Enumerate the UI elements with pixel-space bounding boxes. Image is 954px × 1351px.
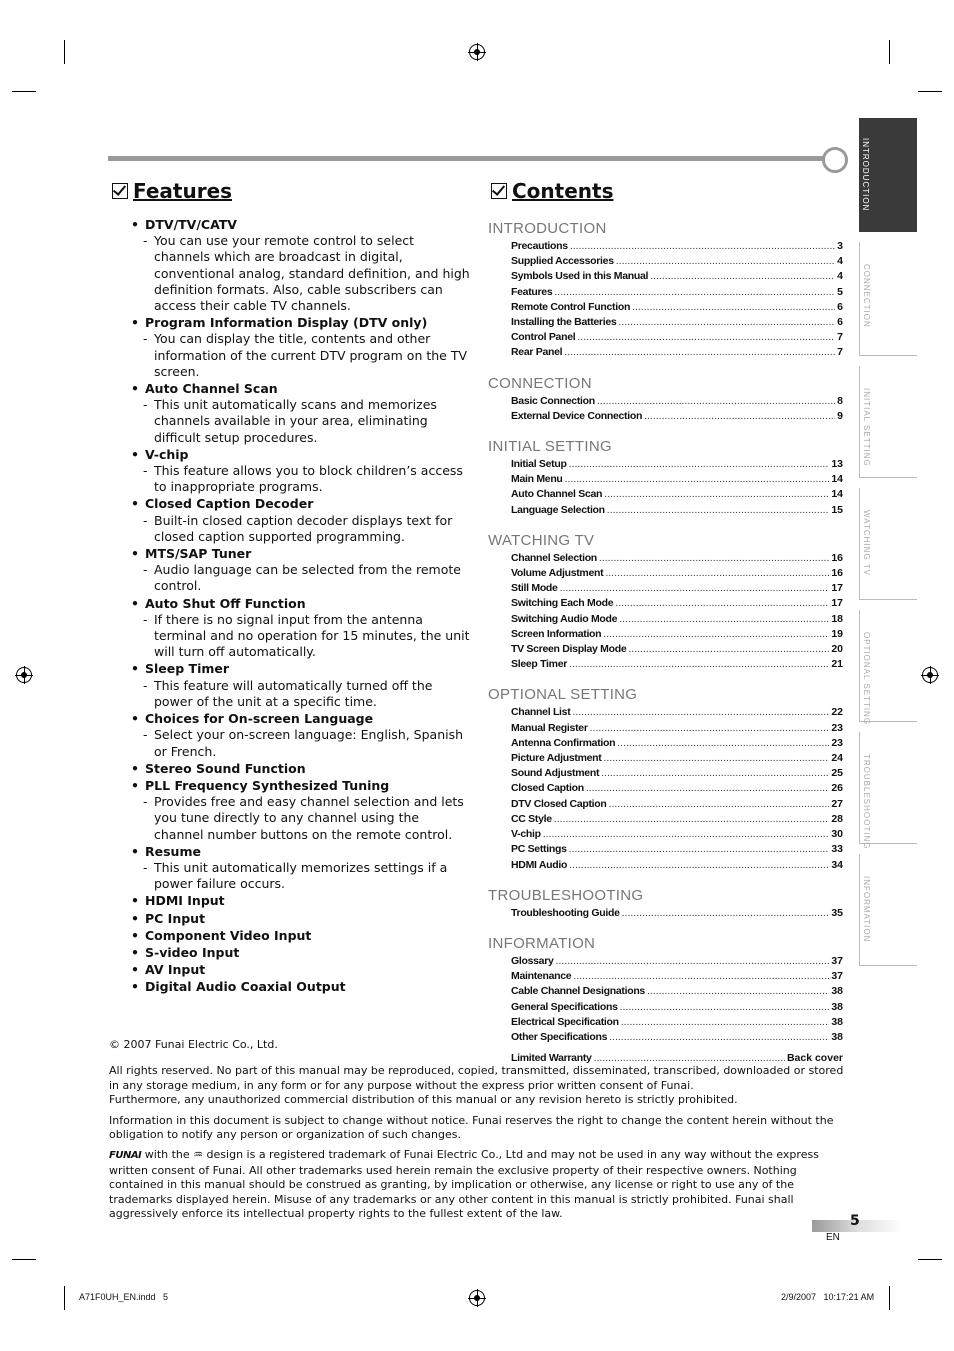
contents-entry[interactable] <box>488 812 843 827</box>
crop-mark <box>12 1259 36 1260</box>
entry-page: 17 <box>831 597 843 610</box>
feature-item <box>131 496 471 545</box>
dot-leader <box>607 503 830 518</box>
contents-section-heading: INITIAL SETTING <box>488 438 612 456</box>
entry-name: Glossary <box>511 954 554 967</box>
tab-watching-tv[interactable] <box>859 488 917 600</box>
feature-item <box>131 962 471 978</box>
entry-page: 28 <box>831 812 843 825</box>
contents-section-heading: WATCHING TV <box>488 531 595 549</box>
entry-page: 34 <box>831 858 843 871</box>
entry-name: Remote Control Function <box>511 300 631 313</box>
contents-section-heading: OPTIONAL SETTING <box>488 686 638 704</box>
entry-name: Initial Setup <box>511 458 567 471</box>
tab-label: CONNECTION <box>862 264 871 328</box>
contents-entry[interactable] <box>488 269 843 284</box>
feature-title: • HDMI Input <box>131 893 471 909</box>
tab-label: INITIAL SETTING <box>862 388 871 467</box>
contents-section-heading: INFORMATION <box>488 934 596 952</box>
entry-page: 38 <box>831 1000 843 1013</box>
features-heading: Features <box>112 179 232 203</box>
entry-name: General Specifications <box>511 1000 618 1013</box>
dot-leader <box>603 751 829 766</box>
entry-name: Maintenance <box>511 970 572 983</box>
entry-name: Auto Channel Scan <box>511 488 603 501</box>
entry-page: 26 <box>831 782 843 795</box>
entry-name: Sound Adjustment <box>511 767 600 780</box>
entry-page: 18 <box>831 612 843 625</box>
checkbox-icon <box>112 183 128 199</box>
contents-section-heading: TROUBLESHOOTING <box>488 886 644 904</box>
dot-leader <box>569 842 830 857</box>
contents-entry[interactable] <box>488 566 843 581</box>
feature-title: • AV Input <box>131 962 471 978</box>
contents-entry[interactable] <box>488 285 843 300</box>
checkbox-icon <box>491 183 507 199</box>
entry-name: Main Menu <box>511 473 563 486</box>
language-code: EN <box>826 1232 840 1243</box>
entry-page: 14 <box>831 473 843 486</box>
feature-description: - If there is no signal input from the antenna terminal and no operation for 15 minutes, the unit will turn off automatically. <box>131 612 471 661</box>
contents-entry[interactable] <box>488 472 843 487</box>
feature-item <box>131 596 471 661</box>
entry-name: Picture Adjustment <box>511 752 602 765</box>
contents-entry[interactable] <box>488 612 843 627</box>
feature-item <box>131 711 471 760</box>
dot-leader <box>556 954 830 969</box>
dot-leader <box>604 487 829 502</box>
dot-leader <box>603 627 829 642</box>
contents-entry[interactable] <box>488 596 843 611</box>
page-number: 5 <box>850 1213 860 1229</box>
entry-name: Precautions <box>511 240 568 252</box>
feature-description: - This unit automatically memorizes settings if a power failure occurs. <box>131 860 471 892</box>
contents-entry[interactable] <box>488 736 843 751</box>
entry-page: 15 <box>831 503 843 516</box>
entry-page: 37 <box>831 970 843 983</box>
entry-page: 4 <box>837 255 843 268</box>
feature-item <box>131 546 471 595</box>
feature-description: - You can use your remote control to select channels which are broadcast in digital, conventional analog, standard definition, and high definition formats. Also, cable subscribers can access their cable TV channels. <box>131 233 471 314</box>
contents-entry[interactable] <box>488 954 843 969</box>
feature-title: • Closed Caption Decoder <box>131 496 471 512</box>
contents-entry[interactable] <box>488 705 843 720</box>
feature-item <box>131 217 471 314</box>
dot-leader <box>615 596 829 611</box>
feature-item <box>131 844 471 893</box>
contents-entry[interactable] <box>488 642 843 657</box>
dot-leader <box>650 269 835 284</box>
feature-title: • Sleep Timer <box>131 661 471 677</box>
feature-title: • PLL Frequency Synthesized Tuning <box>131 778 471 794</box>
entry-page: 4 <box>837 270 843 283</box>
registration-mark-icon <box>16 667 32 683</box>
feature-item <box>131 911 471 927</box>
entry-name: Control Panel <box>511 331 576 344</box>
file-name: A71F0UH_EN.indd 5 <box>79 1292 169 1302</box>
feature-item <box>131 315 471 380</box>
dot-leader <box>617 736 829 751</box>
feature-item <box>131 381 471 446</box>
entry-name: Channel Selection <box>511 551 597 564</box>
contents-entry[interactable] <box>488 858 843 873</box>
feature-title: • V-chip <box>131 447 471 463</box>
entry-page: 5 <box>837 285 843 298</box>
contents-entry[interactable] <box>488 969 843 984</box>
dot-leader <box>590 721 830 736</box>
entry-name: Electrical Specification <box>511 1015 619 1028</box>
contents-entry[interactable] <box>488 827 843 842</box>
registration-mark-icon <box>469 44 485 60</box>
dot-leader <box>569 657 829 672</box>
tab-optional-setting[interactable] <box>859 610 917 726</box>
entry-name: Screen Information <box>511 627 602 640</box>
dot-leader <box>621 1015 830 1030</box>
legal-paragraph: Information in this document is subject to change without notice. Funai reserves the right to change the content herein without the obligation to notify any person or organization of such changes. <box>109 1113 834 1142</box>
entry-page: 9 <box>837 409 843 422</box>
dot-leader <box>605 566 829 581</box>
contents-entry[interactable] <box>488 254 843 269</box>
entry-name: External Device Connection <box>511 409 643 422</box>
entry-page: 27 <box>831 797 843 810</box>
dot-leader <box>628 642 829 657</box>
contents-entry[interactable] <box>488 345 843 360</box>
dot-leader <box>543 827 830 842</box>
contents-entry[interactable] <box>488 409 843 424</box>
feature-description: - Audio language can be selected from the remote control. <box>131 562 471 594</box>
contents-heading: Contents <box>491 179 613 203</box>
funai-logo: FUNAI <box>109 1150 142 1162</box>
dot-leader <box>554 812 830 827</box>
entry-name: Supplied Accessories <box>511 255 614 268</box>
feature-item <box>131 928 471 944</box>
contents-entry[interactable] <box>488 842 843 857</box>
crop-mark <box>12 91 36 92</box>
dot-leader <box>572 705 829 720</box>
entry-page: 37 <box>831 954 843 967</box>
entry-page: 20 <box>831 643 843 656</box>
feature-title: • Digital Audio Coaxial Output <box>131 979 471 995</box>
feature-title: • Auto Shut Off Function <box>131 596 471 612</box>
contents-entry[interactable] <box>488 239 843 254</box>
table-of-contents <box>488 220 843 1066</box>
contents-entry[interactable] <box>488 394 843 409</box>
tab-label: WATCHING TV <box>862 510 871 576</box>
funai-swoosh-icon: ♒ <box>193 1148 204 1162</box>
crop-mark <box>64 1286 65 1310</box>
feature-title: • Program Information Display (DTV only) <box>131 315 471 331</box>
dot-leader <box>609 797 830 812</box>
entry-page: 21 <box>831 658 843 671</box>
feature-description: - This feature allows you to block children’s access to inappropriate programs. <box>131 463 471 495</box>
crop-mark <box>889 40 890 64</box>
contents-section-heading: INTRODUCTION <box>488 220 607 237</box>
entry-page: Back cover <box>786 1052 843 1065</box>
feature-title: • Choices for On-screen Language <box>131 711 471 727</box>
feature-description: - Provides free and easy channel selection and lets you tune directly to any channel using the channel number buttons on the remote control. <box>131 794 471 843</box>
entry-page: 14 <box>831 488 843 501</box>
feature-title: • Stereo Sound Function <box>131 761 471 777</box>
crop-mark <box>918 1259 942 1260</box>
entry-name: Installing the Batteries <box>511 316 617 329</box>
features-list <box>131 217 471 997</box>
dot-leader <box>560 581 830 596</box>
feature-item <box>131 761 471 777</box>
entry-name: Basic Connection <box>511 394 595 407</box>
header-rule-end-circle <box>822 147 848 173</box>
entry-name: Features <box>511 285 553 298</box>
feature-description: - This feature will automatically turned off the power of the unit at a specific time. <box>131 678 471 710</box>
tab-label: INFORMATION <box>862 876 871 943</box>
dot-leader <box>620 1000 830 1015</box>
entry-page: 13 <box>831 458 843 471</box>
entry-page: 22 <box>831 706 843 719</box>
entry-name: Switching Audio Mode <box>511 612 618 625</box>
entry-page: 30 <box>831 828 843 841</box>
entry-page: 6 <box>837 316 843 329</box>
contents-entry[interactable] <box>488 487 843 502</box>
dot-leader <box>601 766 829 781</box>
entry-name: Symbols Used in this Manual <box>511 270 649 283</box>
tab-introduction[interactable] <box>859 118 917 232</box>
feature-description: - You can display the title, contents and other information of the current DTV program on the TV screen. <box>131 331 471 380</box>
entry-page: 6 <box>837 300 843 313</box>
contents-entry[interactable] <box>488 457 843 472</box>
contents-entry[interactable] <box>488 984 843 999</box>
dot-leader <box>570 239 835 254</box>
entry-name: CC Style <box>511 812 552 825</box>
entry-page: 17 <box>831 582 843 595</box>
feature-item <box>131 661 471 710</box>
dot-leader <box>569 858 829 873</box>
contents-entry[interactable] <box>488 300 843 315</box>
dot-leader <box>616 254 835 269</box>
dot-leader <box>597 394 835 409</box>
dot-leader <box>599 551 829 566</box>
entry-name: Manual Register <box>511 721 588 734</box>
registration-mark-icon <box>922 667 938 683</box>
contents-entry[interactable] <box>488 751 843 766</box>
feature-title: • Auto Channel Scan <box>131 381 471 397</box>
entry-page: 19 <box>831 627 843 640</box>
tab-initial-setting[interactable] <box>859 366 917 478</box>
entry-name: Still Mode <box>511 582 558 595</box>
tab-troubleshooting[interactable] <box>859 732 917 850</box>
feature-item <box>131 893 471 909</box>
feature-title: • S-video Input <box>131 945 471 961</box>
contents-section-heading: CONNECTION <box>488 374 592 392</box>
entry-name: Volume Adjustment <box>511 567 604 580</box>
entry-name: Other Specifications <box>511 1030 608 1043</box>
entry-name: V-chip <box>511 828 541 841</box>
dot-leader <box>618 315 835 330</box>
contents-entry[interactable] <box>488 551 843 566</box>
entry-name: PC Settings <box>511 843 567 856</box>
dot-leader <box>577 330 835 345</box>
print-datetime: 2/9/2007 10:17:21 AM <box>781 1292 875 1302</box>
dot-leader <box>554 285 835 300</box>
contents-entry[interactable] <box>488 906 843 921</box>
feature-item <box>131 447 471 496</box>
tab-label: OPTIONAL SETTING <box>862 632 871 726</box>
dot-leader <box>647 984 829 999</box>
contents-entry[interactable] <box>488 721 843 736</box>
contents-entry[interactable] <box>488 315 843 330</box>
entry-page: 23 <box>831 721 843 734</box>
feature-description: - Built-in closed caption decoder displays text for closed caption supported programming. <box>131 513 471 545</box>
crop-mark <box>918 91 942 92</box>
entry-page: 7 <box>837 346 843 359</box>
tab-label: TROUBLESHOOTING <box>862 754 871 850</box>
entry-page: 16 <box>831 551 843 564</box>
entry-name: TV Screen Display Mode <box>511 643 627 656</box>
entry-page: 25 <box>831 767 843 780</box>
feature-description: - This unit automatically scans and memorizes channels available in your area, eliminating difficult setup procedures. <box>131 397 471 446</box>
entry-page: 35 <box>831 906 843 919</box>
dot-leader <box>644 409 835 424</box>
legal-notice <box>109 1038 849 1227</box>
entry-name: Cable Channel Designations <box>511 985 645 998</box>
contents-entry[interactable] <box>488 797 843 812</box>
entry-page: 24 <box>831 752 843 765</box>
registration-mark-icon <box>469 1290 485 1306</box>
entry-name: Sleep Timer <box>511 658 568 671</box>
dot-leader <box>632 300 835 315</box>
crop-mark <box>889 1286 890 1310</box>
entry-page: 8 <box>837 394 843 407</box>
contents-entry[interactable] <box>488 581 843 596</box>
legal-paragraph: All rights reserved. No part of this manual may be reproduced, copied, transmitted, disseminated, transcribed, downloaded or stored in any storage medium, in any form or for any purpose without the express prior written consent of Funai. Furthermore, any unauthorized commercial distribution of this manual or any revision hereto is strictly prohibited. <box>109 1064 844 1107</box>
entry-name: Language Selection <box>511 503 605 516</box>
contents-entry[interactable] <box>488 503 843 518</box>
feature-description: - Select your on-screen language: English, Spanish or French. <box>131 727 471 759</box>
feature-item <box>131 979 471 995</box>
dot-leader <box>565 472 830 487</box>
feature-title: • PC Input <box>131 911 471 927</box>
header-rule <box>108 156 830 161</box>
feature-title: • Resume <box>131 844 471 860</box>
tab-connection[interactable] <box>859 242 917 356</box>
contents-entry[interactable] <box>488 1000 843 1015</box>
contents-entry[interactable] <box>488 627 843 642</box>
entry-page: 3 <box>837 240 843 252</box>
feature-item <box>131 778 471 843</box>
entry-page: 23 <box>831 736 843 749</box>
entry-page: 7 <box>837 331 843 344</box>
contents-entry[interactable] <box>488 766 843 781</box>
dot-leader <box>586 781 830 796</box>
entry-name: DTV Closed Caption <box>511 797 607 810</box>
tab-label: INTRODUCTION <box>861 138 870 212</box>
entry-name: Switching Each Mode <box>511 597 614 610</box>
copyright: © 2007 Funai Electric Co., Ltd. <box>109 1038 278 1051</box>
entry-page: 16 <box>831 567 843 580</box>
contents-entry[interactable] <box>488 1015 843 1030</box>
contents-entry[interactable] <box>488 781 843 796</box>
entry-page: 38 <box>831 985 843 998</box>
dot-leader <box>573 969 829 984</box>
dot-leader <box>622 906 830 921</box>
entry-name: Antenna Confirmation <box>511 736 616 749</box>
dot-leader <box>619 612 829 627</box>
entry-name: Troubleshooting Guide <box>511 906 620 919</box>
feature-title: • Component Video Input <box>131 928 471 944</box>
crop-mark <box>64 40 65 64</box>
entry-name: Limited Warranty <box>511 1052 592 1065</box>
legal-paragraph: FUNAI with the ♒ design is a registered trademark of Funai Electric Co., Ltd and may not be used in any way without the express written consent of Funai. All other trademarks used herein remain the exclusive property of their respective owners. Nothing contained in this manual should be construed as granting, by implication or otherwise, any license or right to use any of the trademarks displayed herein. Misuse of any trademarks or any other content in this manual is strictly prohibited. Funai shall aggressively enforce its intellectual property rights to the fullest extent of the law. <box>109 1148 819 1221</box>
entry-page: 38 <box>831 1030 843 1043</box>
contents-entry[interactable] <box>488 657 843 672</box>
dot-leader <box>569 457 830 472</box>
entry-page: 33 <box>831 843 843 856</box>
tab-information[interactable] <box>859 854 917 966</box>
entry-page: 38 <box>831 1015 843 1028</box>
entry-name: HDMI Audio <box>511 858 568 871</box>
contents-entry[interactable] <box>488 330 843 345</box>
feature-title: • MTS/SAP Tuner <box>131 546 471 562</box>
entry-name: Channel List <box>511 706 571 719</box>
entry-name: Closed Caption <box>511 782 584 795</box>
feature-title: • DTV/TV/CATV <box>131 217 471 233</box>
dot-leader <box>564 345 835 360</box>
feature-item <box>131 945 471 961</box>
entry-name: Rear Panel <box>511 346 563 359</box>
